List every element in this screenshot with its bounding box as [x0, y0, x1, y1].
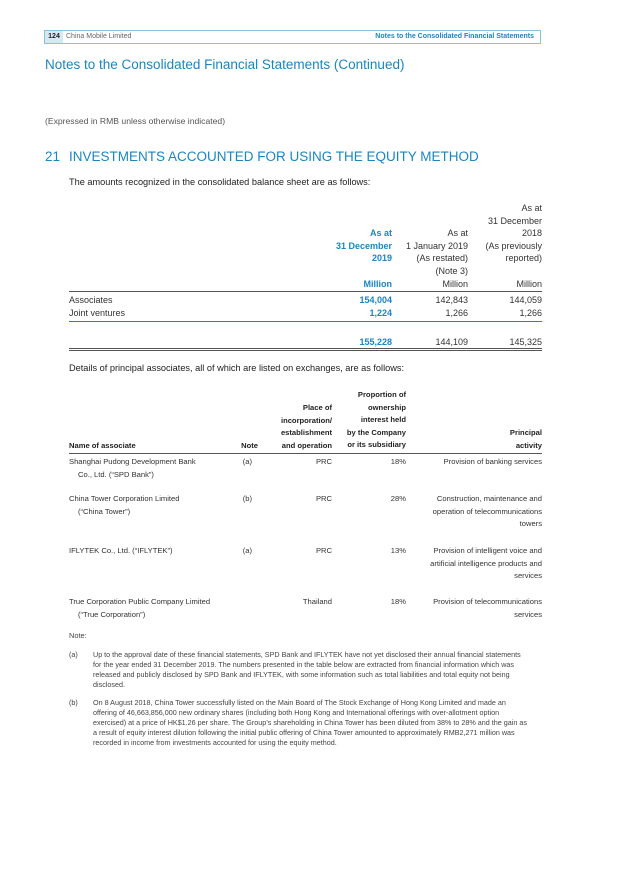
subtotal-rule: [69, 321, 542, 322]
header-section-title: Notes to the Consolidated Financial Statements: [375, 33, 534, 40]
row-pct: 18%: [390, 597, 406, 606]
header-proportion-line: interest held: [360, 415, 406, 425]
col-jan2019-unit: Million: [442, 279, 468, 289]
name-line: Shanghai Pudong Development Bank: [69, 457, 196, 466]
note-line: On 8 August 2018, China Tower successfully listed on the Main Board of The Stock Exchange of Hong Kong Limited and made an: [93, 698, 506, 707]
row-activity: [400, 545, 542, 583]
activity-line: services: [514, 609, 542, 619]
header-activity-line: activity: [515, 440, 542, 450]
row-note: (b): [242, 494, 252, 503]
total-rule: [69, 348, 542, 349]
header-name: Name of associate: [69, 441, 136, 450]
activity-line: services: [514, 571, 542, 580]
row-pct: 13%: [390, 546, 406, 555]
note-line: recorded in income from investments accounted for using the equity method.: [93, 738, 337, 747]
activity-line: Provision of telecommunications: [433, 597, 542, 606]
cell-value: 154,004: [359, 295, 392, 305]
notes-label: Note:: [69, 631, 87, 640]
col-2019-header: [300, 227, 392, 265]
expressed-note: (Expressed in RMB unless otherwise indicated): [45, 116, 226, 126]
name-line: (“True Corporation”): [78, 609, 146, 619]
row-place: PRC: [315, 457, 332, 466]
col-jan2019-line: As at: [447, 228, 468, 238]
activity-line: Provision of intelligent voice and: [433, 546, 542, 555]
table-row-name: [69, 456, 196, 481]
row-note: (a): [242, 546, 252, 555]
row-activity: [400, 493, 542, 531]
header-activity-line: Principal: [509, 428, 542, 437]
total-rule-double: [69, 350, 542, 351]
note-line: offering of 46,663,856,000 new ordinary shares (including both Hong Kong and International offerings with over-allotment option: [93, 708, 500, 717]
header-proportion: [336, 389, 406, 452]
row-activity: [400, 596, 542, 621]
activity-line: Provision of banking services: [443, 457, 542, 466]
table-row-name: [69, 493, 179, 518]
header-place-line: establishment: [280, 428, 332, 438]
cell-value: 144,059: [509, 295, 542, 305]
table-row-name: [69, 596, 210, 621]
details-intro: Details of principal associates, all of which are listed on exchanges, are as follows:: [69, 363, 405, 373]
col-2018-line: As at: [521, 203, 542, 213]
page-header: [44, 30, 541, 44]
name-line: China Tower Corporation Limited: [69, 494, 180, 503]
row-activity: [410, 456, 542, 469]
activity-line: operation of telecommunications: [432, 506, 542, 516]
col-2019-line: 31 December: [335, 240, 392, 251]
row-label-joint-ventures: Joint ventures: [69, 308, 126, 318]
header-proportion-line: or its subsidiary: [347, 440, 406, 450]
page-title: Notes to the Consolidated Financial Statements (Continued): [45, 57, 405, 72]
row-label-associates: Associates: [69, 295, 113, 305]
page-number: 124: [45, 31, 63, 43]
header-rule: [69, 291, 542, 292]
note-line: a result of equity interest dilution following the initial public offering of China Tower amounted to approximately RMB2,271 million was: [93, 728, 515, 737]
cell-value: 1,224: [369, 308, 392, 318]
note-line: exercised) at a price of HK$1.26 per share. The Group’s shareholding in China Tower has been diluted from 38% to 28% and the gain as: [93, 718, 527, 727]
header-place-line: incorporation/: [280, 415, 332, 425]
section-number: 21: [45, 149, 61, 164]
header-place: [260, 402, 332, 452]
name-line: (“China Tower”): [78, 506, 131, 516]
header-place-line: and operation: [281, 440, 332, 450]
total-value: 155,228: [359, 337, 392, 347]
cell-value: 1,266: [445, 308, 468, 318]
activity-line: Construction, maintenance and: [436, 494, 542, 503]
col-2019-line: 2019: [371, 253, 392, 264]
col-jan2019-line: (As restated): [416, 253, 468, 264]
table-row-name: [69, 545, 173, 558]
section-title: INVESTMENTS ACCOUNTED FOR USING THE EQUITY METHOD: [69, 149, 479, 164]
row-place: PRC: [315, 546, 332, 555]
col-2018-line: reported): [505, 253, 542, 264]
name-line: IFLYTEK Co., Ltd. (“IFLYTEK”): [69, 546, 173, 555]
balance-intro: The amounts recognized in the consolidated balance sheet are as follows:: [69, 177, 371, 187]
header-proportion-line: by the Company: [346, 427, 406, 437]
row-note: (a): [242, 457, 252, 466]
col-2018-line: 31 December: [487, 215, 542, 226]
activity-line: towers: [519, 519, 542, 528]
col-jan2019-line: (Note 3): [435, 265, 468, 276]
activity-line: artificial intelligence products and: [430, 558, 542, 568]
note-b-body: [93, 698, 542, 748]
col-2019-line: As at: [369, 228, 392, 238]
col-2018-line: 2018: [521, 228, 542, 239]
col-jan2019-line: 1 January 2019: [405, 240, 468, 251]
assoc-header-rule: [69, 453, 542, 454]
row-place: Thailand: [302, 597, 332, 606]
note-a-body: [93, 650, 542, 690]
note-line: for the year ended 31 December 2019. The numbers presented in the table below are extracted from financial information which was: [93, 660, 514, 669]
note-line: released and publicly disclosed by SPD Bank and IFLYTEK, with some information such as total liabilities and total equity not being: [93, 670, 510, 679]
row-pct: 28%: [390, 494, 406, 503]
row-place: PRC: [315, 494, 332, 503]
col-2018-unit: Million: [516, 279, 542, 289]
header-proportion-line: Proportion of: [357, 390, 406, 399]
note-line: Up to the approval date of these financial statements, SPD Bank and IFLYTEK have not yet disclosed their annual financial statements: [93, 650, 521, 659]
header-note: Note: [241, 441, 258, 450]
total-value: 144,109: [435, 337, 468, 347]
company-name: China Mobile Limited: [66, 33, 132, 40]
name-line: True Corporation Public Company Limited: [69, 597, 211, 606]
col-2019-unit: Million: [363, 279, 392, 289]
header-place-line: Place of: [302, 403, 332, 412]
cell-value: 142,843: [435, 295, 468, 305]
name-line: Co., Ltd. (“SPD Bank”): [78, 469, 154, 479]
total-value: 145,325: [509, 337, 542, 347]
cell-value: 1,266: [519, 308, 542, 318]
header-activity: [440, 427, 542, 452]
header-proportion-line: ownership: [368, 402, 406, 412]
note-line: disclosed.: [93, 680, 125, 689]
col-2018-line: (As previously: [485, 240, 542, 251]
row-pct: 18%: [390, 457, 406, 466]
note-a-mark: (a): [69, 650, 78, 659]
note-b-mark: (b): [69, 698, 78, 707]
